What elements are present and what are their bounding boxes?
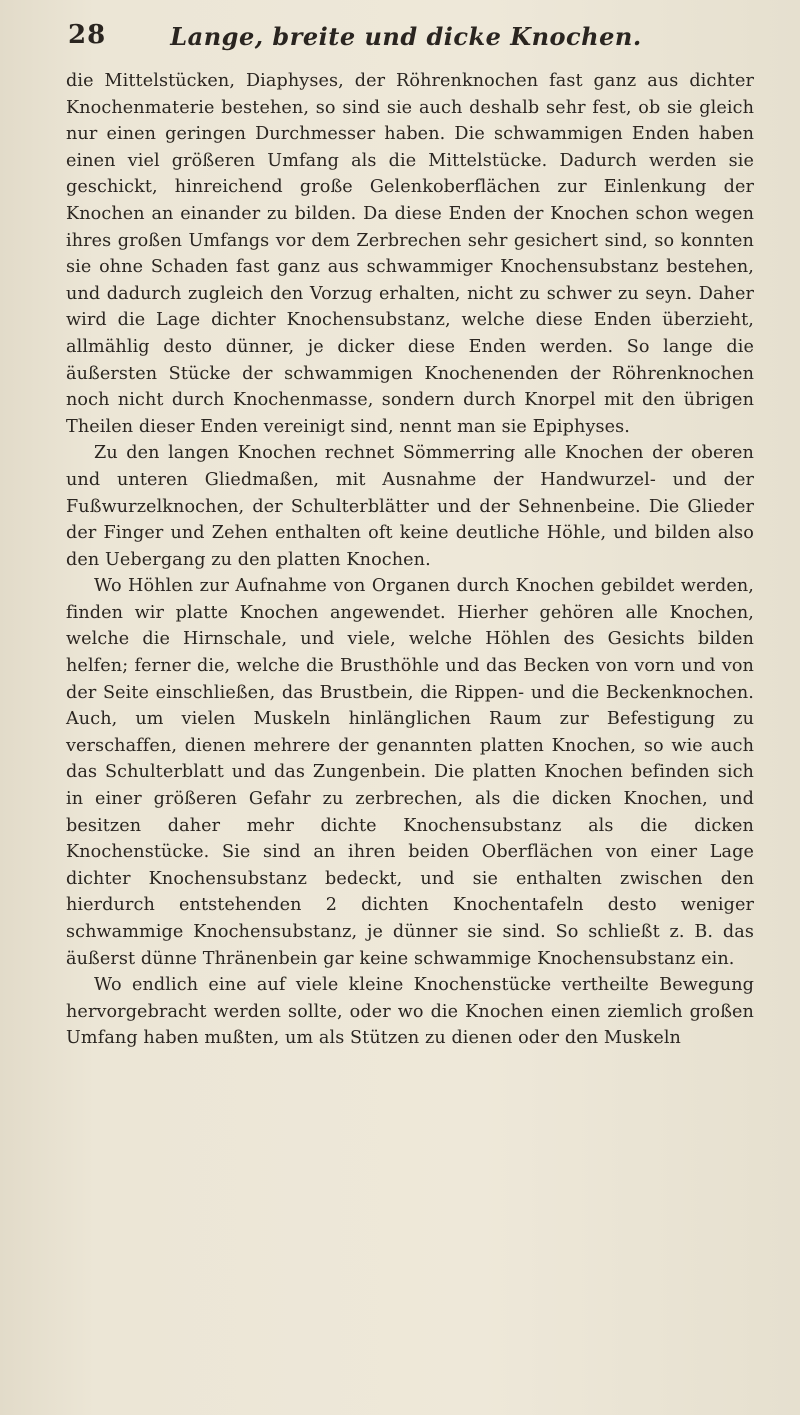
page-number: 28 bbox=[68, 20, 107, 50]
paragraph-3: Wo Höhlen zur Aufnahme von Organen durch Knochen gebildet werden, finden wir platte Knochen angewendet. Hierher gehören alle Knochen, welche die Hirnschale, und viele, welche Höhlen des Gesichts bilden helfen; ferner die, welche die Brusthöhle und das Becken von vorn und von der Seite einschließen, das Brustbein, die Rippen- und die Beckenknochen. Auch, um vielen Muskeln hinlänglichen Raum zur Befestigung zu verschaffen, dienen mehrere der genannten platten Knochen, so wie auch das Schulterblatt und das Zungenbein. Die platten Knochen befinden sich in einer größeren Gefahr zu zerbrechen, als die dicken Knochen, und besitzen daher mehr dichte Knochensubstanz als die dicken Knochenstücke. Sie sind an ihren beiden Oberflächen von einer Lage dichter Knochensubstanz bedeckt, und sie enthalten zwischen den hierdurch entstehenden 2 dichten Knochentafeln desto weniger schwammige Knochensubstanz, je dünner sie sind. So schließt z. B. das äußerst dünne Thränenbein gar keine schwammige Knochensubstanz ein. bbox=[66, 576, 754, 969]
paragraph-2: Zu den langen Knochen rechnet Sömmerring alle Knochen der oberen und unteren Gliedmaßen, mit Ausnahme der Handwurzel- und der Fußwurzelknochen, der Schulterblätter und der Sehnenbeine. Die Glieder der Finger und Zehen enthalten oft keine deutliche Höhle, und bilden also den Uebergang zu den platten Knochen. bbox=[66, 443, 754, 570]
paragraph-4: Wo endlich eine auf viele kleine Knochenstücke vertheilte Bewegung hervorgebracht werden sollte, oder wo die Knochen einen ziemlich großen Umfang haben mußten, um als Stützen zu dienen oder den Muskeln bbox=[66, 975, 754, 1049]
page-header bbox=[68, 20, 744, 54]
paragraph-1: die Mittelstücken, Diaphyses, der Röhrenknochen fast ganz aus dichter Knochenmaterie bestehen, so sind sie auch deshalb sehr fest, ob sie gleich nur einen geringen Durchmesser haben. Die schwammigen Enden haben einen viel größeren Umfang als die Mittelstücke. Dadurch werden sie geschickt, hinreichend große Gelenkoberflächen zur Einlenkung der Knochen an einander zu bilden. Da diese Enden der Knochen schon wegen ihres großen Umfangs vor dem Zerbrechen sehr gesichert sind, so konnten sie ohne Schaden fast ganz aus schwammiger Knochensubstanz bestehen, und dadurch zugleich den Vorzug erhalten, nicht zu schwer zu seyn. Daher wird die Lage dichter Knochensubstanz, welche diese Enden überzieht, allmählig desto dünner, je dicker diese Enden werden. So lange die äußersten Stücke der schwammigen Knochenenden der Röhrenknochen noch nicht durch Knochenmasse, sondern durch Knorpel mit den übrigen Theilen dieser Enden vereinigt sind, nennt man sie Epiphyses. bbox=[66, 71, 754, 437]
running-title: Lange, breite und dicke Knochen. bbox=[170, 22, 642, 51]
body-text bbox=[66, 68, 754, 1052]
